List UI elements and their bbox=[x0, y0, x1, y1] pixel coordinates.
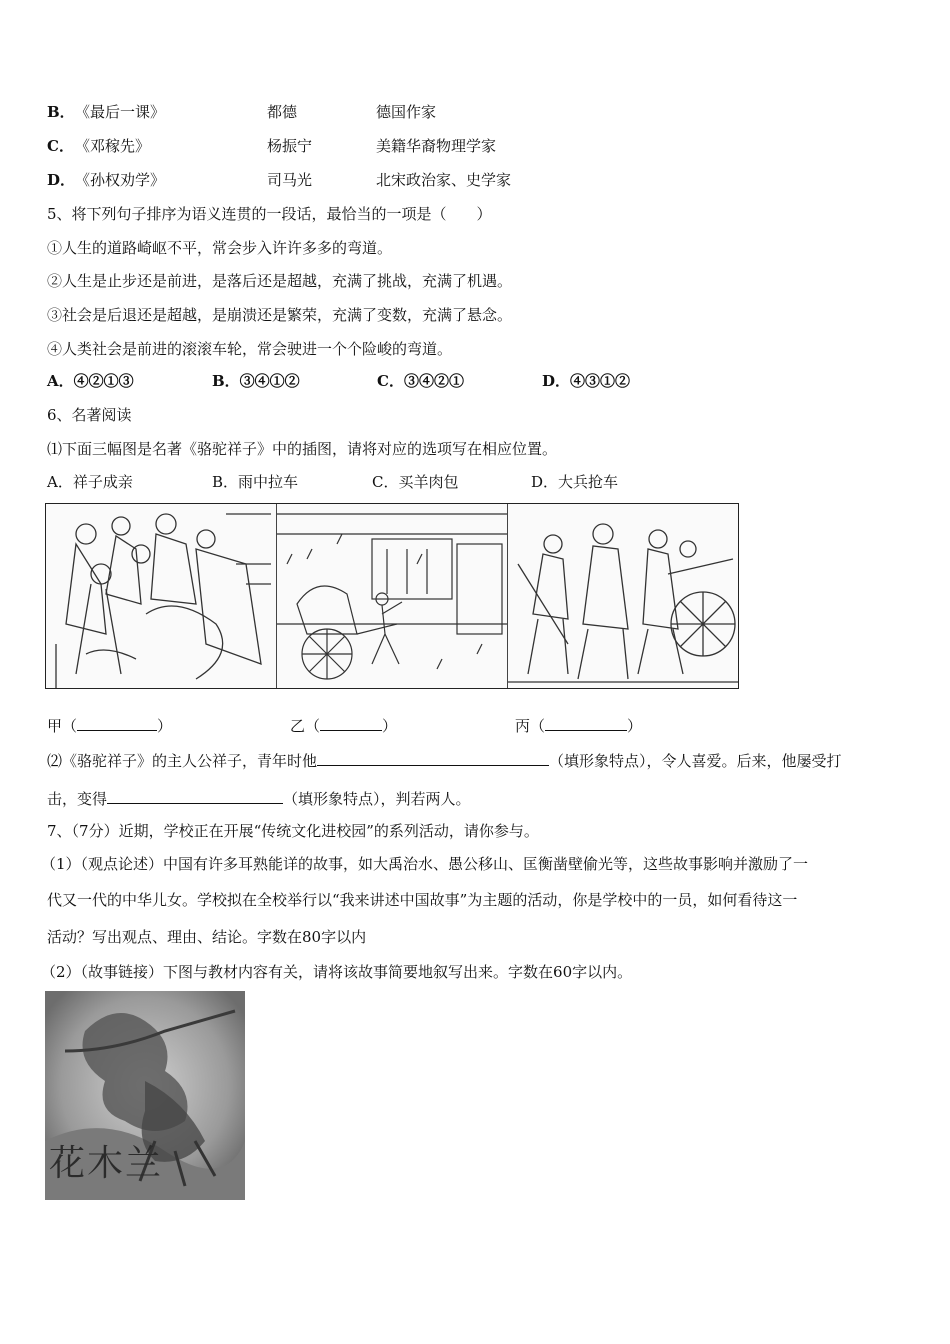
q5-sentence-3: ③社会是后退还是超越，是崩溃还是繁荣，充满了变数，充满了悬念。 bbox=[47, 306, 513, 324]
illustration-panel-bing bbox=[508, 504, 738, 688]
illustration-panel-jia bbox=[46, 504, 277, 688]
q4-option-c-desc: 美籍华裔物理学家 bbox=[376, 137, 497, 155]
q6-blank-yi-close: ） bbox=[382, 717, 398, 735]
q4-option-b-title: 《最后一课》 bbox=[75, 103, 166, 121]
q6-sub2-blank1[interactable] bbox=[317, 749, 549, 766]
q5-choice-b[interactable]: B．③④①② bbox=[212, 372, 300, 390]
q6-sub2-d: （填形象特点），判若两人。 bbox=[283, 790, 471, 808]
q6-option-a: A．祥子成亲 bbox=[47, 473, 133, 491]
q4-option-d-letter: D． bbox=[47, 171, 76, 189]
q6-option-c: C．买羊肉包 bbox=[372, 473, 459, 491]
q5-sentence-4: ④人类社会是前进的滚滚车轮，常会驶进一个个险峻的弯道。 bbox=[47, 340, 453, 358]
q4-option-b-letter: B． bbox=[47, 103, 75, 121]
q6-blank-yi-label: 乙（ bbox=[290, 717, 321, 735]
q6-option-d: D．大兵抢车 bbox=[531, 473, 619, 491]
q6-blank-bing-close: ） bbox=[627, 717, 643, 735]
q7-p1-line2: 代又一代的中华儿女。学校拟在全校举行以“我来讲述中国故事”为主题的活动，你是学校中的一员，如何看待这一 bbox=[47, 891, 798, 909]
camel-xiangzi-illustrations bbox=[45, 503, 739, 689]
q4-option-c-letter: C． bbox=[47, 137, 74, 155]
q4-option-d-author: 司马光 bbox=[267, 171, 313, 189]
q5-choice-a[interactable]: A．④②①③ bbox=[47, 372, 134, 390]
q6-blank-jia-line[interactable] bbox=[77, 714, 157, 731]
q6-blank-jia-close: ） bbox=[157, 717, 173, 735]
q7-p2: （2）（故事链接）下图与教材内容有关，请将该故事简要地叙写出来。字数在60字以内。 bbox=[41, 963, 633, 981]
q4-option-c-author: 杨振宁 bbox=[267, 137, 313, 155]
q6-sub2-blank2[interactable] bbox=[107, 787, 283, 804]
mulan-image bbox=[45, 991, 245, 1200]
q6-blank-bing-line[interactable] bbox=[545, 714, 627, 731]
q5-sentence-2: ②人生是止步还是前进，是落后还是超越，充满了挑战，充满了机遇。 bbox=[47, 272, 513, 290]
q7-p1-line3: 活动？写出观点、理由、结论。字数在80字以内 bbox=[47, 928, 367, 946]
q5-sentence-1: ①人生的道路崎岖不平，常会步入许许多多的弯道。 bbox=[47, 239, 393, 257]
q4-option-d-desc: 北宋政治家、史学家 bbox=[376, 171, 512, 189]
mulan-image-caption: 花木兰 bbox=[49, 1143, 164, 1184]
q6-blank-jia[interactable] bbox=[47, 714, 172, 736]
illustration-panel-yi bbox=[277, 504, 508, 688]
q4-option-d-title: 《孙权劝学》 bbox=[75, 171, 166, 189]
q5-choice-d[interactable]: D．④③①② bbox=[542, 372, 631, 390]
q4-option-c-title: 《邓稼先》 bbox=[75, 137, 151, 155]
q5-choice-c[interactable]: C．③④②① bbox=[377, 372, 464, 390]
q6-sub2-a: ⑵《骆驼祥子》的主人公祥子，青年时他 bbox=[47, 752, 318, 770]
q5-stem: 5、将下列句子排序为语义连贯的一段话，最恰当的一项是（ ） bbox=[47, 205, 492, 223]
q6-sub2-line2 bbox=[47, 787, 471, 809]
q6-blank-yi-line[interactable] bbox=[320, 714, 382, 731]
q6-sub2-line1 bbox=[47, 749, 842, 771]
q6-sub2-c: 击，变得 bbox=[47, 790, 108, 808]
q4-option-b-desc: 德国作家 bbox=[376, 103, 437, 121]
q6-blank-yi[interactable] bbox=[290, 714, 397, 736]
q6-stem: 6、名著阅读 bbox=[47, 406, 132, 424]
q6-option-b: B．雨中拉车 bbox=[212, 473, 299, 491]
q6-blank-bing[interactable] bbox=[515, 714, 642, 736]
q4-option-b-author: 都德 bbox=[267, 103, 298, 121]
q6-blank-bing-label: 丙（ bbox=[515, 717, 546, 735]
q6-blank-jia-label: 甲（ bbox=[47, 717, 78, 735]
q6-sub2-b: （填形象特点），令人喜爱。后来，他屡受打 bbox=[549, 752, 842, 770]
q7-stem: 7、（7分）近期，学校正在开展“传统文化进校园”的系列活动，请你参与。 bbox=[47, 822, 539, 840]
q7-p1-line1: （1）（观点论述）中国有许多耳熟能详的故事，如大禹治水、愚公移山、匡衡凿壁偷光等，这些故事影响并激励了一 bbox=[41, 855, 809, 873]
q6-sub1: ⑴下面三幅图是名著《骆驼祥子》中的插图，请将对应的选项写在相应位置。 bbox=[47, 440, 558, 458]
